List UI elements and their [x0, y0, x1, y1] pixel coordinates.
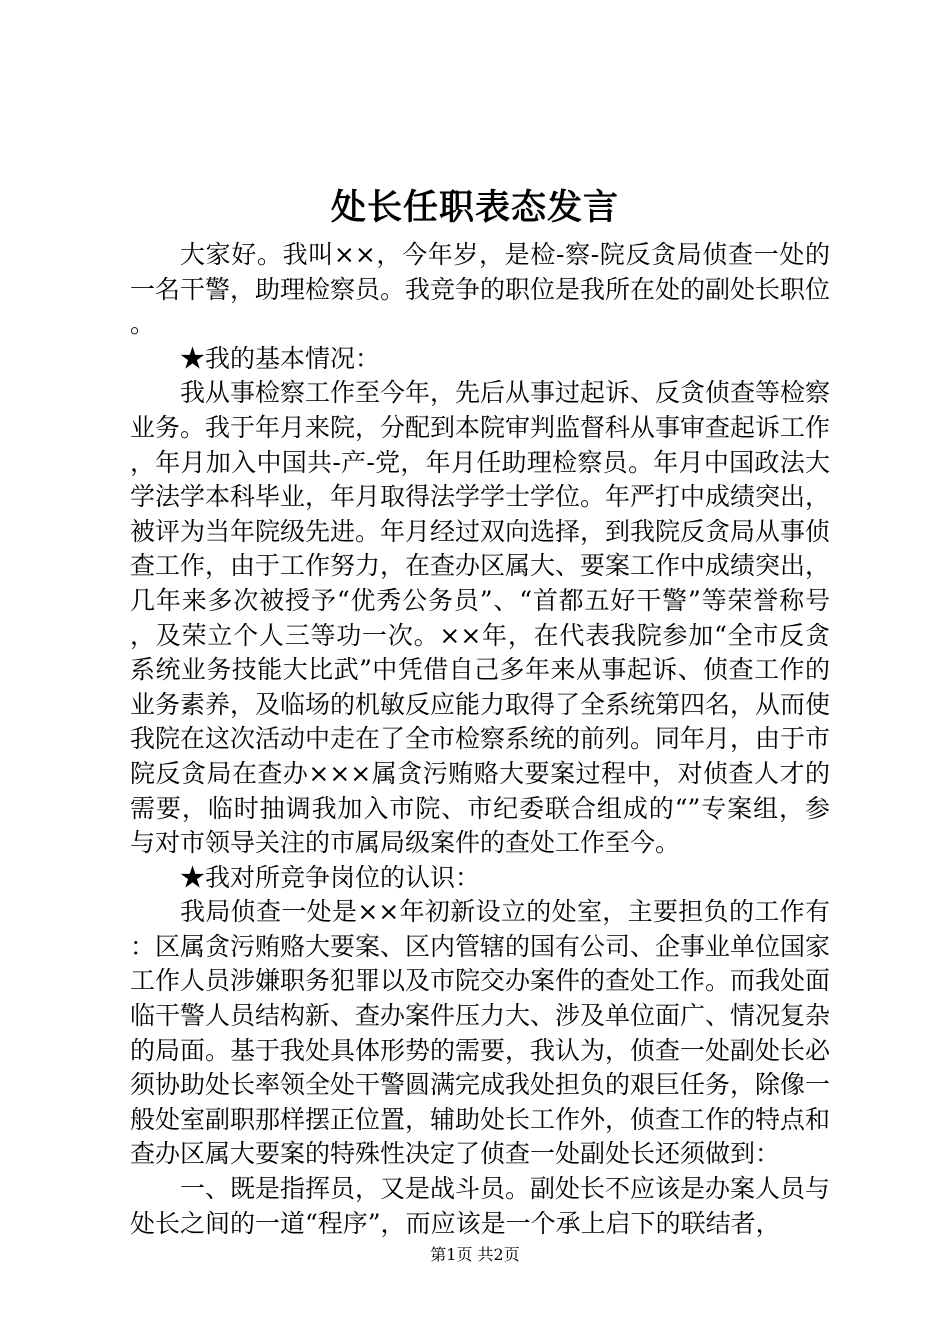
paragraph-point-one: 一、既是指挥员，又是战斗员。副处长不应该是办案人员与处长之间的一道“程序”，而应该是一个承上启下的联结者，	[130, 1174, 831, 1238]
paragraph-basic-info: 我从事检察工作至今年，先后从事过起诉、反贪侦查等检察业务。我于年月来院，分配到本院审判监督科从事审查起诉工作，年月加入中国共-产-党，年月任助理检察员。年月中国政法大学法学本科毕业，年月取得法学学士学位。年严打中成绩突出，被评为当年院级先进。年月经过双向选择，到我院反贪局从事侦查工作，由于工作努力，在查办区属大、要案工作中成绩突出，几年来多次被授予“优秀公务员”、“首都五好干警”等荣誉称号，及荣立个人三等功一次。××年，在代表我院参加“全市反贪系统业务技能大比武”中凭借自己多年来从事起诉、侦查工作的业务素养，及临场的机敏反应能力取得了全系统第四名，从而使我院在这次活动中走在了全市检察系统的前列。同年月，由于市院反贪局在查办×××属贪污贿赂大要案过程中，对侦查人才的需要，临时抽调我加入市院、市纪委联合组成的“”专案组，参与对市领导关注的市属局级案件的查处工作至今。	[130, 378, 831, 858]
section-heading-basic-info: ★我的基本情况：	[180, 343, 381, 373]
document-title: 处长任职表态发言	[330, 187, 619, 228]
page-footer: 第1页 共2页	[430, 1245, 520, 1264]
paragraph-position-understanding: 我局侦查一处是××年初新设立的处室，主要担负的工作有：区属贪污贿赂大要案、区内管辖的国有公司、企事业单位国家工作人员涉嫌职务犯罪以及市院交办案件的查处工作。而我处面临干警人员结构新、查办案件压力大、涉及单位面广、情况复杂的局面。基于我处具体形势的需要，我认为，侦查一处副处长必须协助处长率领全处干警圆满完成我处担负的艰巨任务，除像一般处室副职那样摆正位置，辅助处长工作外，侦查工作的特点和查办区属大要案的特殊性决定了侦查一处副处长还须做到：	[130, 897, 831, 1169]
paragraph-intro: 大家好。我叫××，今年岁，是检-察-院反贪局侦查一处的一名干警，助理检察员。我竞争的职位是我所在处的副处长职位。	[130, 240, 831, 339]
section-heading-position-understanding: ★我对所竞争岗位的认识：	[180, 862, 481, 892]
document-body	[130, 238, 830, 1241]
